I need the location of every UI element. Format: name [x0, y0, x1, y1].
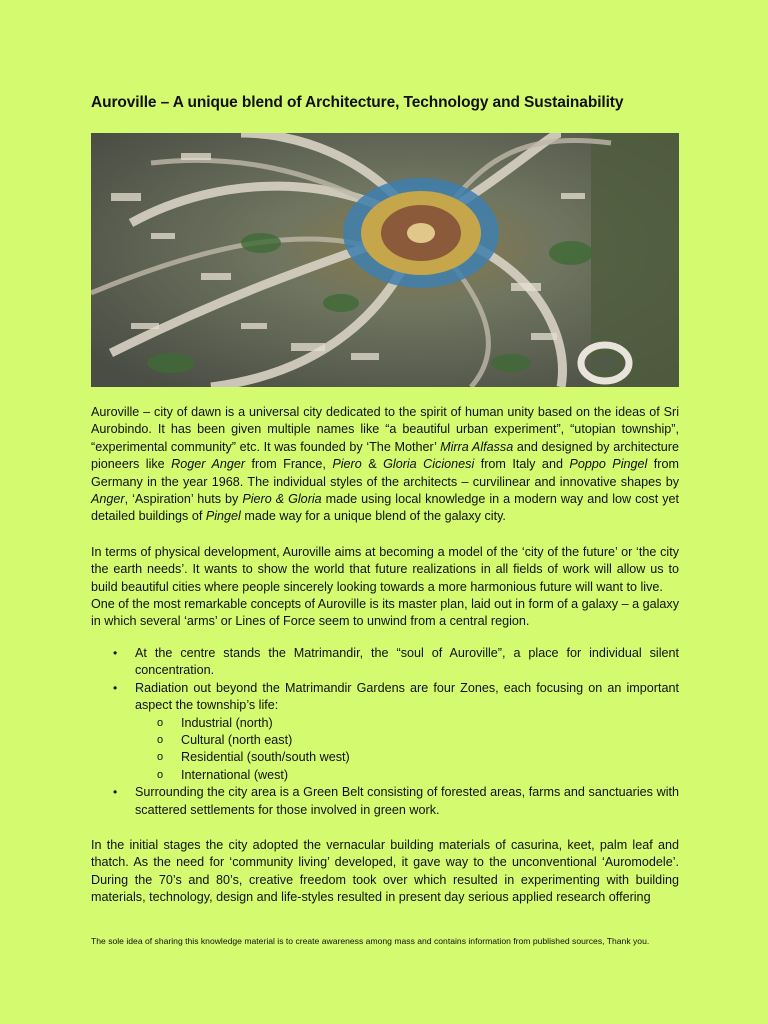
bullet-icon: • [113, 680, 118, 695]
sub-bullet-icon: o [157, 768, 164, 781]
architect-name: Piero [332, 457, 362, 472]
zone-item: o International (west) [181, 767, 679, 784]
bullet-list [91, 645, 679, 819]
materials-paragraph: In the initial stages the city adopted the vernacular building materials of casurina, keet, palm leaf and thatch. As the need for ‘community living’ developed, it gave way to the unconventional ‘Auromodele’. During the 70’s and 80’s, creative freedom took over which resulted in experimenting with building materials, technology, design and life-styles resulted in present day serious applied research offering [91, 837, 679, 905]
footnote: The sole idea of sharing this knowledge material is to create awareness among mass and contains information from published sources, Thank you. [91, 936, 650, 946]
bullet-icon: • [113, 645, 118, 660]
paragraph-gap [91, 526, 679, 544]
architect-name: Poppo Pingel [569, 457, 648, 472]
master-plan-paragraph: One of the most remarkable concepts of Auroville is its master plan, laid out in form of a galaxy – a galaxy in which several ‘arms’ or Lines of Force seem to unwind from a central region. [91, 597, 679, 629]
zone-item: o Residential (south/south west) [181, 749, 679, 766]
document-title: Auroville – A unique blend of Architecture, Technology and Sustainability [91, 94, 624, 111]
architect-name: Gloria Cicionesi [383, 457, 475, 472]
list-item: • Radiation out beyond the Matrimandir Gardens are four Zones, each focusing on an important aspect the township’s life: o Industrial (north) o Cultural (north east) o Residential (south/south west) o International (west) [135, 680, 679, 784]
bullet-icon: • [113, 785, 118, 800]
intro-paragraph: Auroville – city of dawn is a universal city dedicated to the spirit of human unity based on the ideas of Sri Aurobindo. It has been given multiple names like “a beautiful urban experiment”, “utopian township”, “experimental community” etc. It was founded by ‘The Mother’ Mirra Alfassa and designed by architecture pioneers like Roger Anger from France, Piero & Gloria Cicionesi from Italy and Poppo Pingel from Germany in the year 1968. The individual styles of the architects – curvilinear and innovative shapes by Anger, ‘Aspiration’ huts by Piero & Gloria made using local knowledge in a modern way and low cost yet detailed buildings of Pingel made way for a unique blend of the galaxy city. [91, 405, 679, 524]
sub-bullet-icon: o [157, 716, 164, 729]
architect-name: Pingel [205, 509, 241, 524]
sub-bullet-icon: o [157, 733, 164, 746]
list-item: • Surrounding the city area is a Green Belt consisting of forested areas, farms and sanctuaries with scattered settlements for those involved in green work. [113, 785, 679, 817]
paragraph-gap [91, 819, 679, 837]
zone-item: o Industrial (north) [181, 715, 679, 732]
list-item: • At the centre stands the Matrimandir, the “soul of Auroville”, a place for individual silent concentration. [113, 645, 679, 678]
auroville-model-photo [91, 133, 679, 387]
development-paragraph: In terms of physical development, Auroville aims at becoming a model of the ‘city of the future’ or ‘the city the earth needs’. It wants to show the world that future realizations in all fields of work will allow us to build beautiful cities where people sincerely looking towards a more harmonious future will want to live. [91, 544, 679, 594]
founder-name: Mirra Alfassa [440, 439, 514, 454]
architect-name: Piero & Gloria [242, 492, 322, 507]
zones-list [135, 715, 679, 785]
sub-bullet-icon: o [157, 751, 164, 764]
document-body [91, 404, 679, 907]
architect-name: Anger [91, 492, 125, 507]
zone-item: o Cultural (north east) [181, 732, 679, 749]
architect-name: Roger Anger [171, 457, 246, 472]
